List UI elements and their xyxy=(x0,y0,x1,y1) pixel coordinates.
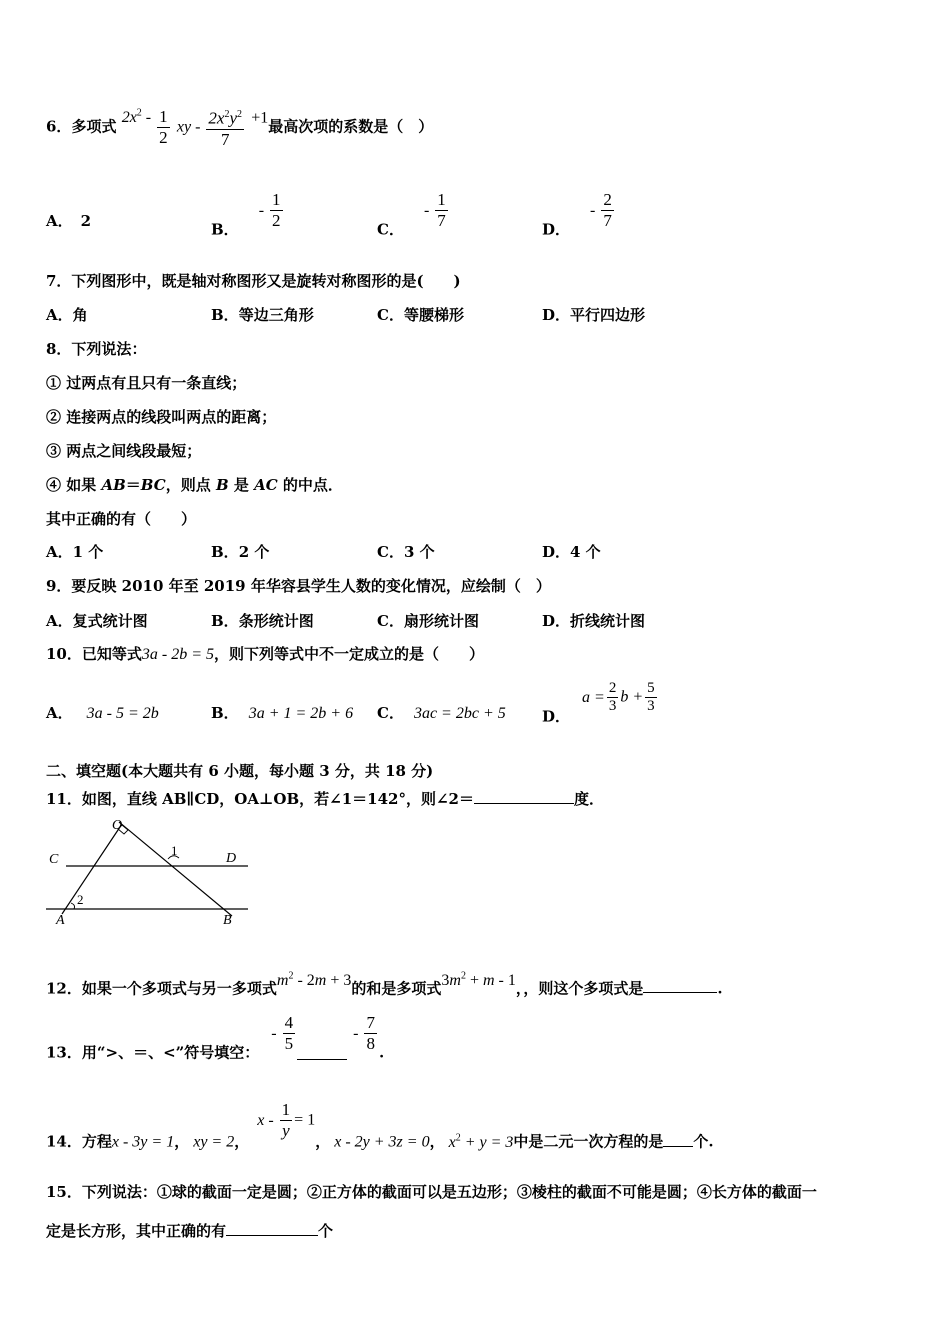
question-15-line-1: 15．下列说法：①球的截面一定是圆；②正方体的截面可以是五边形；③棱柱的截面不可能是圆；④长方体的截面一 xyxy=(46,1183,817,1201)
q7-option-c: C．等腰梯形 xyxy=(377,306,464,324)
label-a: A xyxy=(56,913,65,928)
q8-option-b: B．2 个 xyxy=(211,543,270,561)
q10-option-c: C． 3ac = 2bc + 5 xyxy=(377,704,506,722)
geometry-figure xyxy=(40,812,260,930)
q9-option-a: A．复式统计图 xyxy=(46,612,148,630)
q6-option-d: D．- $\frac{2}{7}$ xyxy=(542,190,612,239)
question-6: 6．多项式 $2x^2$ - $\frac{1}{2}$ xy - $\frac{2x^2y^2}{7}$ +1最高次项的系数是（ ） xyxy=(46,106,434,149)
answer-blank[interactable] xyxy=(663,1130,693,1147)
question-15-line-2: 定是长方形，其中正确的有 个 xyxy=(46,1219,333,1241)
label-b: B xyxy=(223,913,232,928)
answer-blank[interactable] xyxy=(297,1043,347,1060)
question-14: 14．方程x - 3y = 1， xy = 2，x - $\frac{1}{y}$ = 1， x - 2y + 3z = 0， $x^2 + y = 3$中是二元一次方程的是 个. xyxy=(46,1100,714,1151)
q8-statement-2: ② 连接两点的线段叫两点的距离； xyxy=(46,408,277,426)
label-angle-1: 1 xyxy=(171,843,178,858)
q7-option-d: D．平行四边形 xyxy=(542,306,646,324)
answer-blank[interactable] xyxy=(474,787,574,804)
q8-statement-4: ④ 如果 AB＝BC，则点 B 是 AC 的中点． xyxy=(46,476,343,494)
question-7: 7．下列图形中，既是轴对称图形又是旋转对称图形的是( ) xyxy=(46,272,461,290)
question-8: 8．下列说法： xyxy=(46,340,147,358)
q6-option-b: B．- $\frac{1}{2}$ xyxy=(211,190,281,239)
q10-option-a: A． 3a - 5 = 2b xyxy=(46,704,159,722)
q8-option-a: A．1 个 xyxy=(46,543,104,561)
q9-option-d: D．折线统计图 xyxy=(542,612,646,630)
q6-option-c: C．- $\frac{1}{7}$ xyxy=(377,190,446,239)
label-c: C xyxy=(49,852,59,867)
fraction-2x2y2-7: $\frac{2x^2y^2}{7}$ xyxy=(206,105,244,150)
answer-blank[interactable] xyxy=(643,976,717,993)
q6-option-a: A． 2 xyxy=(46,212,92,230)
label-d: D xyxy=(226,851,237,866)
question-13: 13．用“>、＝、<”符号填空：- $\frac{4}{5}$ - $\frac{7}{8}$ . xyxy=(46,1013,385,1062)
question-6-prefix: 多项式 xyxy=(71,117,117,136)
label-o: O xyxy=(112,818,123,833)
question-6-suffix: 最高次项的系数是（ ） xyxy=(268,117,434,136)
question-number: 6． xyxy=(46,117,72,136)
question-10: 10．已知等式3a - 2b = 5，则下列等式中不一定成立的是（ ） xyxy=(46,645,485,663)
q8-option-d: D．4 个 xyxy=(542,543,601,561)
section-2-heading: 二、填空题(本大题共有 6 小题，每小题 3 分，共 18 分) xyxy=(46,762,434,780)
label-angle-2: 2 xyxy=(77,892,84,907)
q10-option-d: D．a = $\frac{2}{3}$ b + $\frac{5}{3}$ xyxy=(542,680,655,726)
q10-option-b: B． 3a + 1 = 2b + 6 xyxy=(211,704,354,722)
question-12: 12．如果一个多项式与另一多项式$m^2 - 2m + 3$的和是多项式$3m^2 + m - 1$，，则这个多项式是 . xyxy=(46,971,723,998)
question-11: 11．如图，直线 AB∥CD，OA⊥OB，若∠1＝142°，则∠2＝ 度． xyxy=(46,787,604,809)
q8-ask: 其中正确的有（ ） xyxy=(46,510,197,528)
q7-option-b: B．等边三角形 xyxy=(211,306,314,324)
question-9: 9．要反映 2010 年至 2019 年华容县学生人数的变化情况，应绘制（ ） xyxy=(46,577,551,595)
q9-option-c: C．扇形统计图 xyxy=(377,612,479,630)
q7-option-a: A．角 xyxy=(46,306,88,324)
q9-option-b: B．条形统计图 xyxy=(211,612,314,630)
given-equation: 3a - 2b = 5 xyxy=(141,646,214,663)
fraction-1-2: $\frac{1}{2}$ xyxy=(159,106,168,147)
polynomial-expression: $2x^2$ - xyxy=(121,108,156,127)
q8-option-c: C．3 个 xyxy=(377,543,435,561)
answer-blank[interactable] xyxy=(226,1219,318,1236)
q8-statement-1: ① 过两点有且只有一条直线； xyxy=(46,374,247,392)
q8-statement-3: ③ 两点之间线段最短； xyxy=(46,442,202,460)
